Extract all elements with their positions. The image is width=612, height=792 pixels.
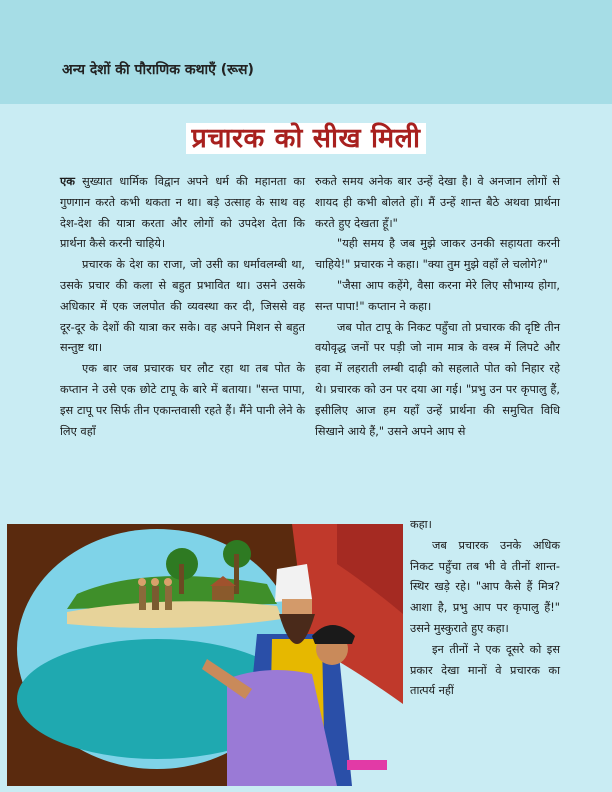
story-title xyxy=(0,118,612,155)
paragraph: कहा। xyxy=(410,518,432,531)
header-band xyxy=(0,0,612,104)
paragraph: जब पोत टापू के निकट पहुँचा तो प्रचारक की दृष्टि तीन वयोवृद्ध जनों पर पड़ी जो नाम मात्र के वस्त्र में लिपटे और हवा में लहराती लम्बी दाढ़ी को सहलाते पोत को निहार रहे थे। प्रचारक को उन पर दया आ गई। "प्रभु उन पर कृपालु हैं, इसीलिए आज हम यहाँ उन्हें प्रार्थना की समुचित विधि सिखाने आये हैं," उसने अपने आप से xyxy=(315,320,560,438)
story-title-text: प्रचारक को सीख मिली xyxy=(186,123,427,154)
text-column-1 xyxy=(60,172,305,442)
text-column-2 xyxy=(315,172,560,442)
paragraph: जब प्रचारक उनके अधिक निकट पहुँचा तब भी वे तीनों शान्त-स्थिर खड़े रहे। "आप कैसे हैं मित्र? आशा है, प्रभु आप पर कृपालु हैं!" उसने मुस्कुराते हुए कहा। xyxy=(410,538,560,635)
section-heading: अन्य देशों की पौराणिक कथाएँ (रूस) xyxy=(62,62,254,78)
story-illustration xyxy=(7,524,403,786)
paragraph: "यही समय है जब मुझे जाकर उनकी सहायता करनी चाहिये!" प्रचारक ने कहा। "क्या तुम मुझे वहाँ ले चलोगे?" xyxy=(315,237,560,272)
text-column-3 xyxy=(410,515,560,702)
paragraph: इन तीनों ने एक दूसरे को इस प्रकार देखा मानों वे प्रचारक का तात्पर्य नहीं xyxy=(410,642,560,698)
paragraph: रुकते समय अनेक बार उन्हें देखा है। वे अनजान लोगों से शायद ही कभी बोलते हों। मैं उन्हें शान्त बैठे अथवा प्रार्थना करते हुए देखता हूँ।" xyxy=(315,175,560,230)
paragraph xyxy=(60,172,305,255)
paragraph: एक बार जब प्रचारक घर लौट रहा था तब पोत के कप्तान ने उसे एक छोटे टापू के बारे में बताया। "सन्त पापा, इस टापू पर सिर्फ तीन एकान्तवासी रहते हैं। मैंने पानी लेने के लिए वहाँ xyxy=(60,362,305,438)
paragraph: प्रचारक के देश का राजा, जो उसी का धर्मावलम्बी था, उसके प्रचार की कला से बहुत प्रभावित था। उसने उसके अधिकार में एक जलपोत की व्यवस्था कर दी, जिससे वह दूर-दूर के देशों की यात्रा कर सके। वह अपने मिशन से बहुत सन्तुष्ट था। xyxy=(60,258,305,355)
drop-word: एक xyxy=(60,175,75,188)
paragraph: "जैसा आप कहेंगे, वैसा करना मेरे लिए सौभाग्य होगा, सन्त पापा!" कप्तान ने कहा। xyxy=(315,278,560,313)
paragraph-text: सुख्यात धार्मिक विद्वान अपने धर्म की महानता का गुणगान करते कभी थकता न था। बड़े उत्साह के साथ वह देश-देश की यात्रा करता और लोगों को उपदेश देता कि प्रार्थना कैसे करनी चाहिये। xyxy=(60,175,305,251)
